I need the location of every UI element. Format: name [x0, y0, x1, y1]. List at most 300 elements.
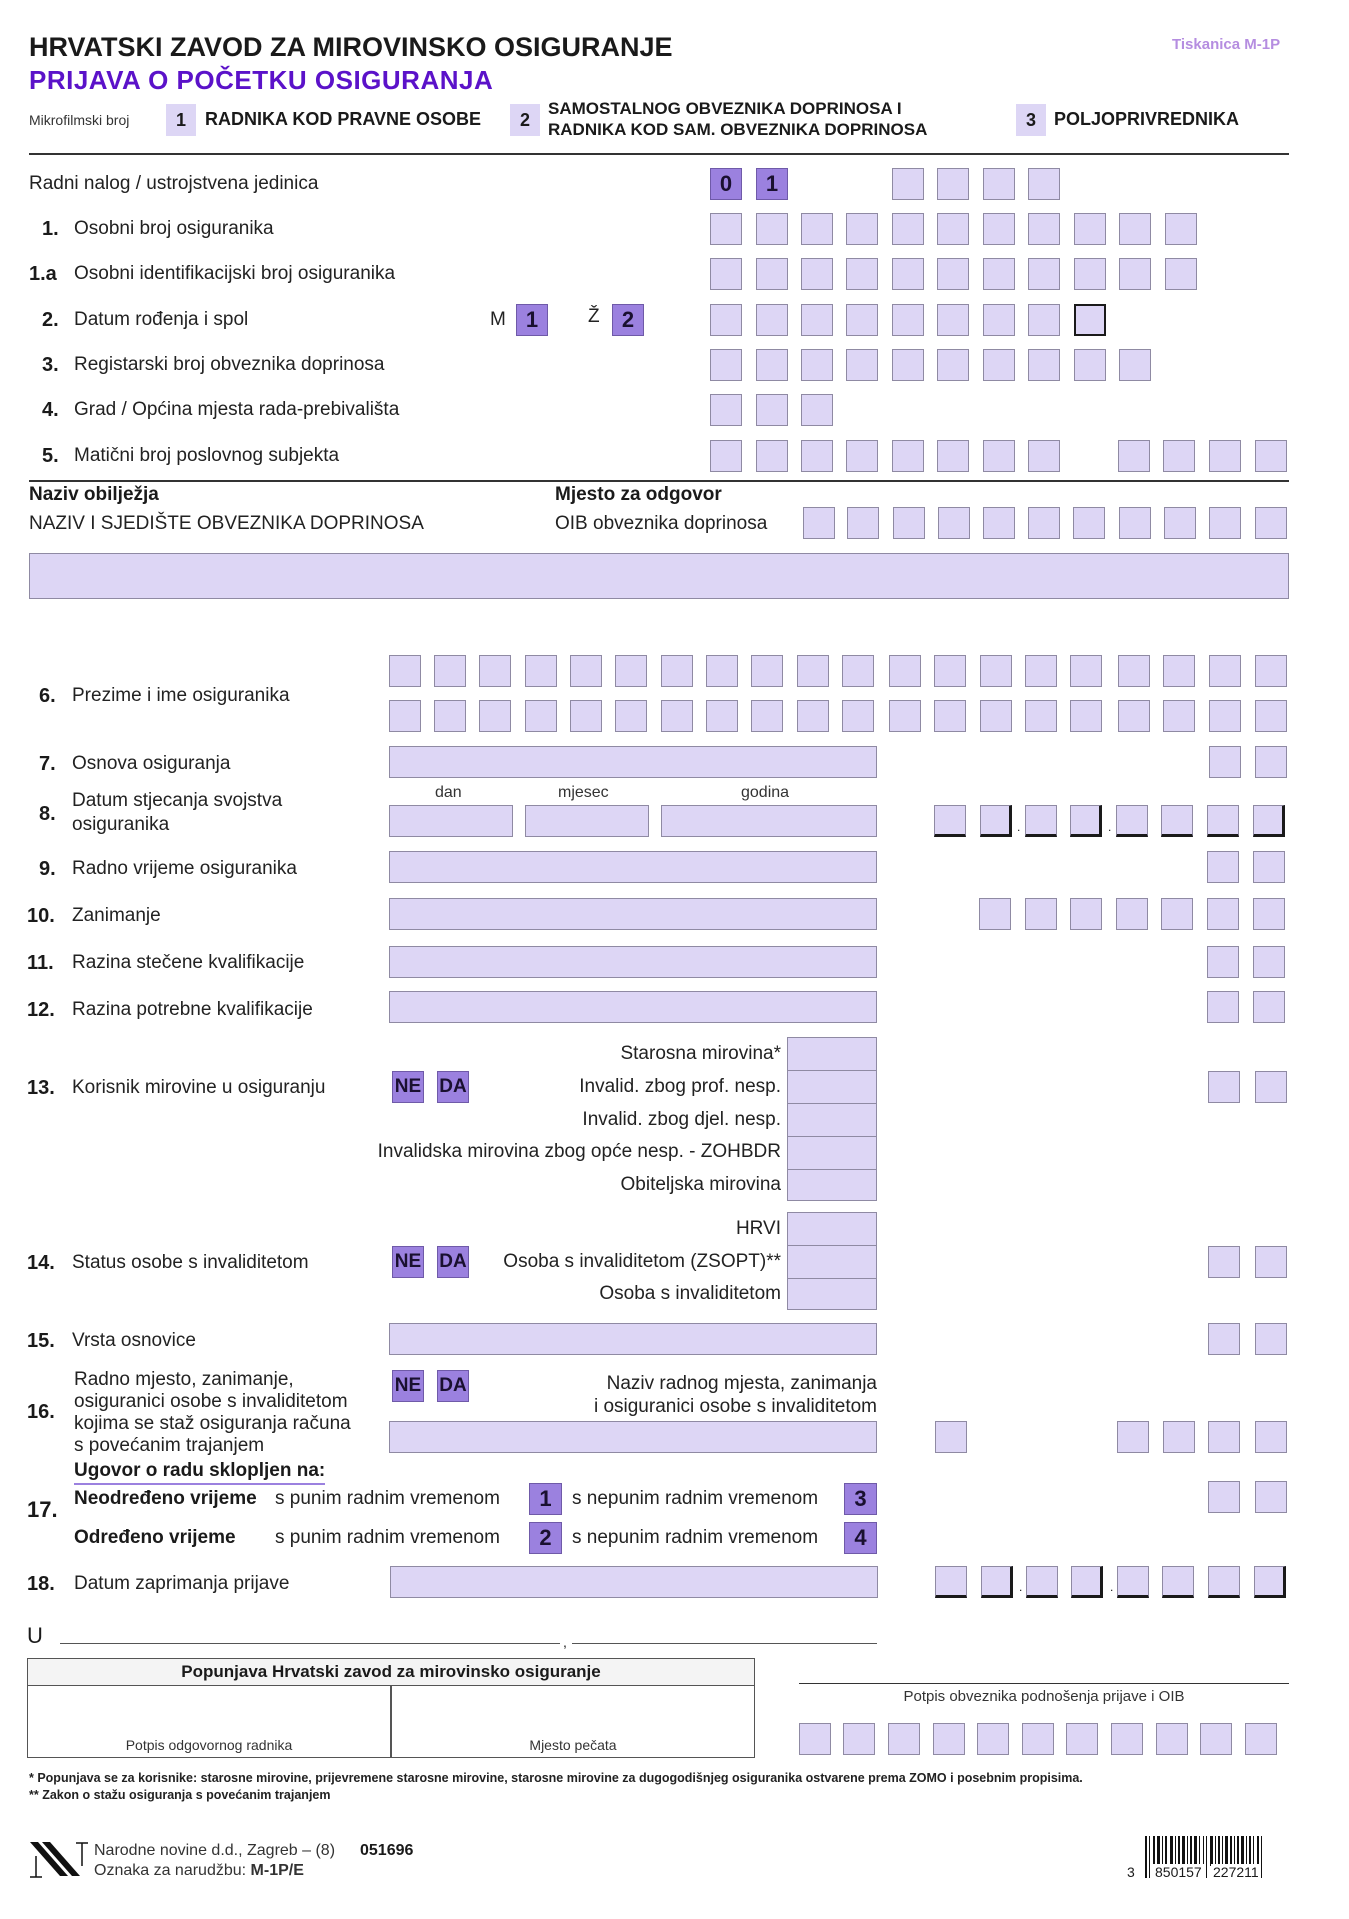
date-digit-box[interactable] — [1208, 1566, 1240, 1598]
digit-box[interactable] — [1028, 349, 1060, 381]
letter-box[interactable] — [434, 700, 466, 732]
date-line[interactable] — [572, 1643, 877, 1644]
pension-type-checkbox[interactable] — [787, 1037, 877, 1071]
hzmo-box-title: Popunjava Hrvatski zavod za mirovinsko osiguranje — [28, 1659, 754, 1686]
digit-box[interactable] — [846, 440, 878, 472]
digit-box[interactable] — [756, 349, 788, 381]
employer-name-label: NAZIV I SJEDIŠTE OBVEZNIKA DOPRINOSA — [29, 513, 424, 534]
pension-type-label: Invalid. zbog djel. nesp. — [582, 1109, 781, 1130]
gender-female-label: Ž — [588, 306, 600, 327]
institution-title: HRVATSKI ZAVOD ZA MIROVINSKO OSIGURANJE — [29, 32, 673, 62]
row-14-number: 14. — [27, 1252, 55, 1274]
digit-box[interactable] — [847, 507, 879, 539]
barcode-left-group: 850157 — [1155, 1864, 1202, 1880]
part-time-label: s nepunim radnim vremenom — [572, 1527, 819, 1548]
digit-box[interactable] — [801, 304, 833, 336]
narodne-novine-logo-icon — [28, 1842, 88, 1878]
digit-box[interactable] — [893, 507, 925, 539]
option-3-code[interactable]: 3 — [1016, 104, 1046, 136]
contract-code-box[interactable] — [1208, 1481, 1240, 1513]
letter-box[interactable] — [980, 700, 1012, 732]
receipt-date-field[interactable] — [390, 1566, 878, 1598]
disability-type-label: Osoba s invaliditetom (ZSOPT)** — [503, 1251, 781, 1272]
letter-box[interactable] — [842, 655, 874, 687]
date-digit-box[interactable] — [935, 1566, 967, 1598]
job-no-button[interactable]: NE — [392, 1370, 424, 1402]
day-field[interactable] — [389, 805, 513, 837]
required-qualification-code-box[interactable] — [1253, 991, 1285, 1023]
row-1-number: 1. — [42, 218, 59, 240]
work-order-box[interactable] — [1028, 168, 1060, 200]
letter-box[interactable] — [661, 700, 693, 732]
date-separator: . — [1110, 1580, 1114, 1594]
row-5-number: 5. — [42, 445, 59, 467]
row-16-number: 16. — [27, 1401, 55, 1423]
date-digit-box[interactable] — [1161, 805, 1193, 837]
job-code-box[interactable] — [1255, 1421, 1287, 1453]
date-digit-box[interactable] — [1162, 1566, 1194, 1598]
row-16-label-line: osiguranici osobe s invaliditetom — [74, 1391, 348, 1412]
place-prefix: U — [27, 1623, 43, 1648]
insurance-basis-code-box[interactable] — [1209, 746, 1241, 778]
digit-box[interactable] — [1028, 507, 1060, 539]
digit-box[interactable] — [937, 304, 969, 336]
pension-type-checkbox[interactable] — [787, 1169, 877, 1201]
row-16-label-line: s povećanim trajanjem — [74, 1435, 265, 1456]
row-16-label-line: Radno mjesto, zanimanje, — [74, 1369, 294, 1390]
digit-box[interactable] — [1025, 898, 1057, 930]
digit-box[interactable] — [710, 394, 742, 426]
letter-box[interactable] — [934, 655, 966, 687]
contract-code-box[interactable] — [1255, 1481, 1287, 1513]
row-1a-label: Osobni identifikacijski broj osiguranika — [74, 263, 396, 284]
responsible-signature-caption: Potpis odgovornog radnika — [125, 1737, 293, 1753]
pension-type-checkbox[interactable] — [787, 1070, 877, 1104]
letter-box[interactable] — [1209, 655, 1241, 687]
date-separator: . — [1019, 1580, 1023, 1594]
digit-box[interactable] — [888, 1723, 920, 1755]
letter-box[interactable] — [1070, 700, 1102, 732]
digit-box[interactable] — [710, 304, 742, 336]
digit-box[interactable] — [846, 349, 878, 381]
row-12-label: Razina potrebne kvalifikacije — [72, 999, 313, 1020]
digit-box[interactable] — [1165, 258, 1197, 290]
row-6-label: Prezime i ime osiguranika — [72, 685, 290, 706]
acquired-qualification-field[interactable] — [389, 946, 877, 978]
digit-box[interactable] — [1161, 898, 1193, 930]
row-2-label: Datum rođenja i spol — [74, 309, 249, 330]
digit-box[interactable] — [1022, 1723, 1054, 1755]
row-3-label: Registarski broj obveznika doprinosa — [74, 354, 385, 375]
month-caption: mjesec — [558, 784, 609, 801]
letter-box[interactable] — [1118, 655, 1150, 687]
digit-box[interactable] — [977, 1723, 1009, 1755]
digit-box[interactable] — [1209, 507, 1241, 539]
digit-box[interactable] — [1074, 349, 1106, 381]
answer-place-header: Mjesto za odgovor — [555, 484, 722, 505]
digit-box[interactable] — [1119, 213, 1151, 245]
digit-box[interactable] — [1073, 507, 1105, 539]
digit-box[interactable] — [801, 440, 833, 472]
digit-box[interactable] — [892, 304, 924, 336]
digit-box[interactable] — [983, 304, 1015, 336]
employer-oib-label: OIB obveznika doprinosa — [555, 513, 768, 534]
disability-yes-button[interactable]: DA — [437, 1246, 469, 1278]
letter-box[interactable] — [934, 700, 966, 732]
disability-type-checkbox[interactable] — [787, 1278, 877, 1310]
disability-no-button[interactable]: NE — [392, 1246, 424, 1278]
gender-male-label: M — [490, 309, 506, 330]
required-qualification-field[interactable] — [389, 991, 877, 1023]
date-digit-box[interactable] — [1207, 805, 1239, 837]
insurance-basis-field[interactable] — [389, 746, 877, 778]
row-13-label: Korisnik mirovine u osiguranju — [72, 1077, 326, 1098]
letter-box[interactable] — [1163, 655, 1195, 687]
digit-box[interactable] — [1119, 349, 1151, 381]
occupation-field[interactable] — [389, 898, 877, 930]
letter-box[interactable] — [1118, 700, 1150, 732]
letter-box[interactable] — [889, 655, 921, 687]
contract-code-3[interactable]: 3 — [844, 1483, 877, 1515]
hzmo-box — [27, 1658, 755, 1758]
row-6-number: 6. — [39, 685, 56, 707]
option-1-label: RADNIKA KOD PRAVNE OSOBE — [205, 109, 482, 129]
row-16-label-line: kojima se staž osiguranja računa — [74, 1413, 351, 1434]
row-2-number: 2. — [42, 309, 59, 331]
row-13-number: 13. — [27, 1077, 55, 1099]
letter-box[interactable] — [1209, 700, 1241, 732]
letter-box[interactable] — [889, 700, 921, 732]
digit-box[interactable] — [756, 440, 788, 472]
date-digit-box[interactable] — [1070, 805, 1102, 837]
digit-box[interactable] — [979, 898, 1011, 930]
digit-box[interactable] — [846, 304, 878, 336]
pension-type-checkbox[interactable] — [787, 1103, 877, 1137]
row-10-label: Zanimanje — [72, 905, 161, 926]
full-time-label: s punim radnim vremenom — [275, 1527, 500, 1548]
digit-box[interactable] — [846, 213, 878, 245]
digit-box[interactable] — [843, 1723, 875, 1755]
letter-box[interactable] — [1070, 655, 1102, 687]
letter-box[interactable] — [570, 655, 602, 687]
gender-box[interactable] — [1074, 304, 1106, 336]
digit-box[interactable] — [983, 349, 1015, 381]
work-order-box[interactable] — [892, 168, 924, 200]
working-hours-field[interactable] — [389, 851, 877, 883]
digit-box[interactable] — [710, 258, 742, 290]
work-order-box-1: 1 — [756, 168, 788, 200]
part-time-label: s nepunim radnim vremenom — [572, 1488, 819, 1509]
letter-box[interactable] — [525, 700, 557, 732]
working-hours-code-box[interactable] — [1207, 851, 1239, 883]
contract-code-1[interactable]: 1 — [529, 1483, 562, 1515]
digit-box[interactable] — [1207, 898, 1239, 930]
definite-term-label: Određeno vrijeme — [74, 1527, 236, 1548]
pensioner-yes-button[interactable]: DA — [437, 1071, 469, 1103]
feature-name-header: Naziv obilježja — [29, 484, 159, 505]
letter-box[interactable] — [525, 655, 557, 687]
pension-type-label: Invalid. zbog prof. nesp. — [579, 1076, 781, 1097]
digit-box[interactable] — [756, 304, 788, 336]
date-digit-box[interactable] — [1116, 805, 1148, 837]
digit-box[interactable] — [1070, 898, 1102, 930]
digit-box[interactable] — [1255, 507, 1287, 539]
row-9-number: 9. — [39, 858, 56, 880]
date-separator: . — [1017, 820, 1021, 834]
digit-box[interactable] — [1119, 507, 1151, 539]
date-digit-box[interactable] — [934, 805, 966, 837]
digit-box[interactable] — [1245, 1723, 1277, 1755]
letter-box[interactable] — [1025, 655, 1057, 687]
base-type-code-box[interactable] — [1255, 1323, 1287, 1355]
disability-code-box[interactable] — [1208, 1246, 1240, 1278]
letter-box[interactable] — [842, 700, 874, 732]
row-8-number: 8. — [39, 803, 56, 825]
row-1-label: Osobni broj osiguranika — [74, 218, 274, 239]
row-8-label-line2: osiguranika — [72, 814, 170, 835]
digit-box[interactable] — [801, 394, 833, 426]
digit-box[interactable] — [892, 349, 924, 381]
letter-box[interactable] — [797, 700, 829, 732]
row-4-label: Grad / Općina mjesta rada-prebivališta — [74, 399, 400, 420]
digit-box[interactable] — [938, 507, 970, 539]
digit-box[interactable] — [892, 213, 924, 245]
order-code-label: Oznaka za narudžbu: — [94, 1862, 247, 1879]
year-caption: godina — [741, 784, 790, 801]
job-title-caption: i osiguranici osobe s invaliditetom — [593, 1396, 877, 1417]
letter-box[interactable] — [389, 700, 421, 732]
employer-name-field[interactable] — [29, 553, 1289, 599]
required-qualification-code-box[interactable] — [1207, 991, 1239, 1023]
digit-box[interactable] — [983, 213, 1015, 245]
publisher-line-1: Narodne novine d.d., Zagreb – (8) — [94, 1842, 336, 1859]
letter-box[interactable] — [1255, 655, 1287, 687]
pension-code-box[interactable] — [1255, 1071, 1287, 1103]
digit-box[interactable] — [1028, 213, 1060, 245]
row-18-label: Datum zaprimanja prijave — [74, 1573, 290, 1594]
letter-box[interactable] — [661, 655, 693, 687]
digit-box[interactable] — [1209, 440, 1241, 472]
row-11-label: Razina stečene kvalifikacije — [72, 952, 305, 973]
pension-type-checkbox[interactable] — [787, 1136, 877, 1170]
letter-box[interactable] — [1025, 700, 1057, 732]
letter-box[interactable] — [751, 700, 783, 732]
acquired-qualification-code-box[interactable] — [1207, 946, 1239, 978]
work-order-box-0: 0 — [710, 168, 742, 200]
row-5-label: Matični broj poslovnog subjekta — [74, 445, 340, 466]
option-2-code[interactable]: 2 — [510, 104, 540, 136]
digit-box[interactable] — [710, 440, 742, 472]
disability-type-checkbox[interactable] — [787, 1245, 877, 1279]
digit-box[interactable] — [1028, 440, 1060, 472]
comma-separator: , — [563, 1634, 567, 1650]
row-3-number: 3. — [42, 354, 59, 376]
digit-box[interactable] — [756, 258, 788, 290]
letter-box[interactable] — [1255, 700, 1287, 732]
date-digit-box[interactable] — [1253, 805, 1285, 837]
contract-header: Ugovor o radu sklopljen na: — [74, 1460, 325, 1485]
digit-box[interactable] — [1074, 258, 1106, 290]
base-type-code-box[interactable] — [1208, 1323, 1240, 1355]
letter-box[interactable] — [751, 655, 783, 687]
option-2-label-line1: SAMOSTALNOG OBVEZNIKA DOPRINOSA I — [548, 99, 902, 118]
pension-type-label: Starosna mirovina* — [620, 1043, 781, 1064]
digit-box[interactable] — [1118, 440, 1150, 472]
barcode-right-group: 227211 — [1213, 1864, 1259, 1880]
pensioner-no-button[interactable]: NE — [392, 1071, 424, 1103]
barcode-icon — [1127, 1836, 1291, 1880]
base-type-field[interactable] — [389, 1323, 877, 1355]
gender-female-code[interactable]: 2 — [612, 304, 644, 336]
row-4-number: 4. — [42, 399, 59, 421]
row-18-number: 18. — [27, 1573, 55, 1595]
footnote-1: * Popunjava se za korisnike: starosne mirovine, prijevremene starosne mirovine, starosne mirovine za dugogodišnjeg osiguranika ostvarene prema ZOMO i posebnim propisima. — [29, 1771, 1083, 1785]
date-digit-box[interactable] — [1026, 1566, 1058, 1598]
place-line[interactable] — [60, 1643, 560, 1644]
job-code-box[interactable] — [1163, 1421, 1195, 1453]
row-9-label: Radno vrijeme osiguranika — [72, 858, 297, 879]
gender-male-code[interactable]: 1 — [516, 304, 548, 336]
digit-box[interactable] — [846, 258, 878, 290]
digit-box[interactable] — [1200, 1723, 1232, 1755]
digit-box[interactable] — [756, 213, 788, 245]
letter-box[interactable] — [706, 700, 738, 732]
date-digit-box[interactable] — [1254, 1566, 1286, 1598]
date-digit-box[interactable] — [1025, 805, 1057, 837]
work-order-box[interactable] — [983, 168, 1015, 200]
form-title: PRIJAVA O POČETKU OSIGURANJA — [29, 65, 494, 95]
job-code-box[interactable] — [1117, 1421, 1149, 1453]
digit-box[interactable] — [937, 213, 969, 245]
disability-type-label: Osoba s invaliditetom — [599, 1283, 781, 1304]
work-order-label: Radni nalog / ustrojstvena jedinica — [29, 173, 319, 194]
date-separator: . — [1108, 820, 1112, 834]
digit-box[interactable] — [1253, 898, 1285, 930]
indefinite-term-label: Neodređeno vrijeme — [74, 1488, 257, 1509]
digit-box[interactable] — [801, 349, 833, 381]
digit-box[interactable] — [1028, 304, 1060, 336]
digit-box[interactable] — [1163, 440, 1195, 472]
digit-box[interactable] — [937, 440, 969, 472]
job-code-box[interactable] — [1208, 1421, 1240, 1453]
digit-box[interactable] — [801, 258, 833, 290]
digit-box[interactable] — [983, 258, 1015, 290]
digit-box[interactable] — [799, 1723, 831, 1755]
letter-box[interactable] — [706, 655, 738, 687]
pension-type-label: Invalidska mirovina zbog opće nesp. - ZOHBDR — [377, 1141, 781, 1162]
acquired-qualification-code-box[interactable] — [1253, 946, 1285, 978]
row-17-number: 17. — [27, 1497, 58, 1522]
digit-box[interactable] — [1165, 213, 1197, 245]
row-7-number: 7. — [39, 753, 56, 775]
digit-box[interactable] — [1066, 1723, 1098, 1755]
digit-box[interactable] — [933, 1723, 965, 1755]
option-1-code[interactable]: 1 — [166, 104, 196, 136]
disability-code-box[interactable] — [1255, 1246, 1287, 1278]
digit-box[interactable] — [1111, 1723, 1143, 1755]
letter-box[interactable] — [570, 700, 602, 732]
digit-box[interactable] — [892, 440, 924, 472]
job-code-box[interactable] — [935, 1421, 967, 1453]
row-15-label: Vrsta osnovice — [72, 1330, 196, 1351]
digit-box[interactable] — [756, 394, 788, 426]
digit-box[interactable] — [937, 349, 969, 381]
working-hours-code-box[interactable] — [1253, 851, 1285, 883]
stamp-place-caption: Mjesto pečata — [529, 1737, 617, 1753]
publisher-line-2 — [94, 1862, 304, 1880]
digit-box[interactable] — [1119, 258, 1151, 290]
digit-box[interactable] — [983, 507, 1015, 539]
letter-box[interactable] — [615, 700, 647, 732]
letter-box[interactable] — [479, 700, 511, 732]
row-10-number: 10. — [27, 905, 55, 927]
letter-box[interactable] — [615, 655, 647, 687]
work-order-box[interactable] — [937, 168, 969, 200]
digit-box[interactable] — [937, 258, 969, 290]
digit-box[interactable] — [1156, 1723, 1188, 1755]
digit-box[interactable] — [1116, 898, 1148, 930]
letter-box[interactable] — [479, 655, 511, 687]
digit-box[interactable] — [892, 258, 924, 290]
month-field[interactable] — [525, 805, 649, 837]
row-15-number: 15. — [27, 1330, 55, 1352]
row-11-number: 11. — [27, 952, 54, 974]
contract-code-2[interactable]: 2 — [529, 1522, 562, 1554]
microfilm-label: Mikrofilmski broj — [29, 112, 130, 128]
contract-code-4[interactable]: 4 — [844, 1522, 877, 1554]
digit-box[interactable] — [1074, 213, 1106, 245]
digit-box[interactable] — [983, 440, 1015, 472]
letter-box[interactable] — [980, 655, 1012, 687]
row-7-label: Osnova osiguranja — [72, 753, 231, 774]
option-3-label: POLJOPRIVREDNIKA — [1054, 109, 1240, 129]
disability-type-label: HRVI — [735, 1218, 781, 1239]
letter-box[interactable] — [434, 655, 466, 687]
digit-box[interactable] — [1028, 258, 1060, 290]
row-1a-number: 1.a — [29, 263, 57, 285]
digit-box[interactable] — [1164, 507, 1196, 539]
barcode-first-digit: 3 — [1127, 1864, 1135, 1880]
digit-box[interactable] — [803, 507, 835, 539]
row-8-label-line1: Datum stjecanja svojstva — [72, 790, 283, 811]
form-code: Tiskanica M-1P — [1172, 36, 1281, 53]
row-14-label: Status osobe s invaliditetom — [72, 1252, 309, 1273]
submitter-signature-line[interactable] — [799, 1683, 1289, 1684]
order-code: M-1P/E — [250, 1862, 304, 1879]
date-digit-box[interactable] — [981, 1566, 1013, 1598]
option-2-label-line2: RADNIKA KOD SAM. OBVEZNIKA DOPRINOSA — [548, 120, 928, 139]
letter-box[interactable] — [1163, 700, 1195, 732]
job-title-field[interactable] — [389, 1421, 877, 1453]
full-time-label: s punim radnim vremenom — [275, 1488, 500, 1509]
job-yes-button[interactable]: DA — [437, 1370, 469, 1402]
date-digit-box[interactable] — [980, 805, 1012, 837]
digit-box[interactable] — [710, 349, 742, 381]
footnote-2: ** Zakon o stažu osiguranja s povećanim trajanjem — [29, 1788, 331, 1802]
date-digit-box[interactable] — [1117, 1566, 1149, 1598]
letter-box[interactable] — [797, 655, 829, 687]
date-digit-box[interactable] — [1071, 1566, 1103, 1598]
row-12-number: 12. — [27, 999, 55, 1021]
pension-code-box[interactable] — [1208, 1071, 1240, 1103]
insurance-basis-code-box[interactable] — [1255, 746, 1287, 778]
digit-box[interactable] — [710, 213, 742, 245]
letter-box[interactable] — [389, 655, 421, 687]
year-field[interactable] — [661, 805, 877, 837]
disability-type-checkbox[interactable] — [787, 1212, 877, 1246]
digit-box[interactable] — [801, 213, 833, 245]
digit-box[interactable] — [1255, 440, 1287, 472]
